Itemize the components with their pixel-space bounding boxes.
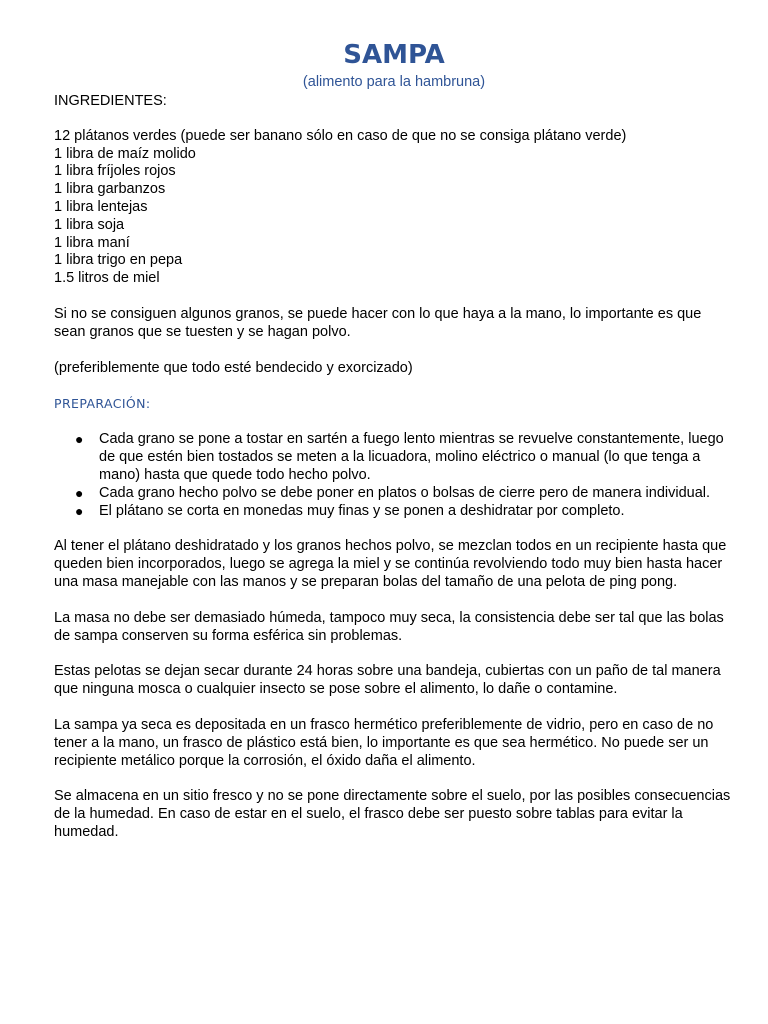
step-item [54, 503, 734, 521]
document-subtitle: (alimento para la hambruna) [302, 74, 486, 90]
note-blessed: (preferiblemente que todo esté bendecido y exorcizado) [54, 359, 413, 376]
ingredient-item: 1 libra trigo en pepa [54, 252, 183, 269]
step-item [54, 431, 734, 484]
preparation-heading: PREPARACIÓN: [54, 396, 151, 412]
ingredient-item: 1.5 litros de miel [54, 270, 160, 287]
note-grains: Si no se consiguen algunos granos, se puede hacer con lo que haya a la mano, lo importante es que sean granos que se tuesten y se hagan polvo. [54, 305, 702, 340]
preparation-steps [54, 431, 734, 520]
ingredient-item: 12 plátanos verdes (puede ser banano sólo en caso de que no se consiga plátano verde) [54, 127, 627, 144]
ingredients-heading: INGREDIENTES: [54, 93, 167, 109]
step-item [54, 485, 734, 503]
ingredient-item: 1 libra de maíz molido [54, 145, 196, 162]
step-text: El plátano se corta en monedas muy finas y se ponen a deshidratar por completo. [99, 502, 625, 519]
body-paragraph: Se almacena en un sitio fresco y no se pone directamente sobre el suelo, por las posibles consecuencias de la humedad. En caso de estar en el suelo, el frasco debe ser puesto sobre tablas para evitar la humedad. [54, 788, 731, 840]
document-title: SAMPA [343, 40, 445, 70]
ingredient-item: 1 libra garbanzos [54, 181, 166, 198]
ingredient-item: 1 libra lentejas [54, 198, 148, 215]
body-paragraph: Estas pelotas se dejan secar durante 24 horas sobre una bandeja, cubiertas con un paño de tal manera que ninguna mosca o cualquier insecto se pose sobre el alimento, lo dañe o contamine. [54, 663, 721, 698]
body-paragraph: Al tener el plátano deshidratado y los granos hechos polvo, se mezclan todos en un recipiente hasta que queden bien incorporados, luego se agrega la miel y se continúa revolviendo todo muy bien hasta hacer una masa manejable con las manos y se preparan bolas del tamaño de una pelota de ping pong. [54, 538, 727, 590]
ingredient-item: 1 libra maní [54, 234, 130, 251]
body-paragraph: La sampa ya seca es depositada en un frasco hermético preferiblemente de vidrio, pero en caso de no tener a la mano, un frasco de plástico está bien, lo importante es que sea hermético. No puede ser un recipiente metálico porque la corrosión, el óxido daña el alimento. [54, 716, 714, 769]
step-text: Cada grano se pone a tostar en sartén a fuego lento mientras se revuelve constantemente, luego de que estén bien tostados se meten a la licuadora, molino eléctrico o manual (lo que tenga a mano) hasta que quede todo hecho polvo. [99, 431, 724, 483]
document-page [54, 38, 734, 842]
bullet-icon: ● [75, 431, 84, 448]
body-paragraph: La masa no debe ser demasiado húmeda, tampoco muy seca, la consistencia debe ser tal que las bolas de sampa conserven su forma esférica sin problemas. [54, 609, 724, 644]
ingredient-item: 1 libra soja [54, 216, 125, 233]
ingredient-item: 1 libra fríjoles rojos [54, 163, 176, 180]
step-text: Cada grano hecho polvo se debe poner en platos o bolsas de cierre pero de manera individual. [99, 484, 711, 501]
ingredients-list [54, 128, 734, 288]
bullet-icon: ● [75, 502, 84, 519]
bullet-icon: ● [75, 484, 84, 501]
